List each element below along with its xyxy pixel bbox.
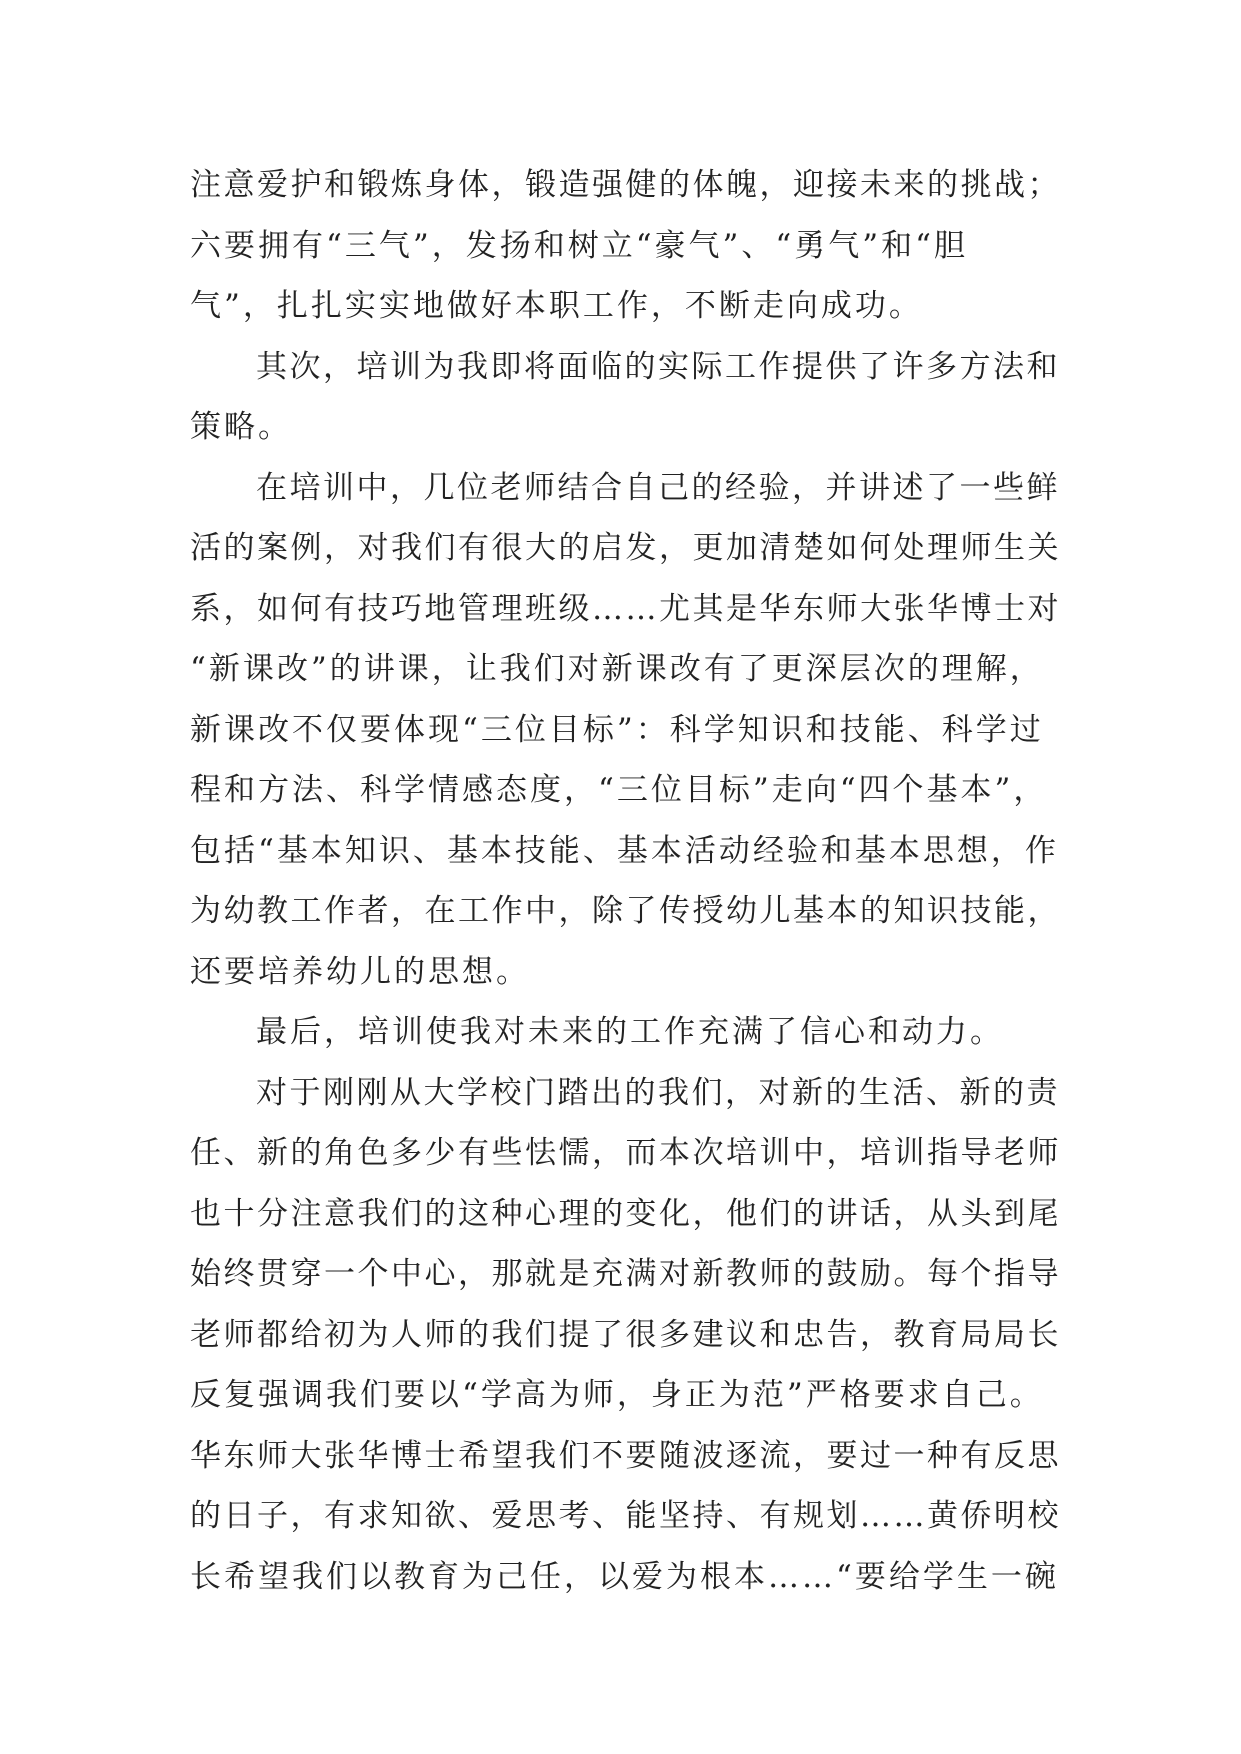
text-line: 程和方法、科学情感态度，“三位目标”走向“四个基本”， [190, 772, 1048, 808]
text-line: 的日子，有求知欲、爱思考、能坚持、有规划……黄侨明校 [190, 1498, 1061, 1534]
paragraph-start-line: 最后，培训使我对未来的工作充满了信心和动力。 [256, 1014, 1004, 1050]
text-line: 六要拥有“三气”，发扬和树立“豪气”、“勇气”和“胆 [190, 227, 968, 264]
document-body [190, 155, 1070, 1607]
text-line: 新课改不仅要体现“三位目标”：科学知识和技能、科学过 [190, 711, 1044, 748]
text-line: 老师都给初为人师的我们提了很多建议和忠告，教育局局长 [190, 1316, 1061, 1353]
text-line: 注意爱护和锻炼身体，锻造强健的体魄，迎接未来的挑战； [190, 167, 1061, 203]
text-line: 为幼教工作者，在工作中，除了传授幼儿基本的知识技能， [190, 893, 1061, 929]
text-line: “新课改”的讲课，让我们对新课改有了更深层次的理解， [190, 651, 1044, 687]
text-line: 华东师大张华博士希望我们不要随波逐流，要过一种有反思 [190, 1437, 1061, 1474]
paragraph-start-line: 其次，培训为我即将面临的实际工作提供了许多方法和 [256, 348, 1060, 385]
paragraph-start-line: 在培训中，几位老师结合自己的经验，并讲述了一些鲜 [256, 469, 1060, 506]
text-line: 也十分注意我们的这种心理的变化，他们的讲话，从头到尾 [190, 1195, 1061, 1232]
text-line: 包括“基本知识、基本技能、基本活动经验和基本思想，作 [190, 832, 1059, 869]
text-line: 气”，扎扎实实地做好本职工作，不断走向成功。 [190, 288, 923, 324]
text-line: 始终贯穿一个中心，那就是充满对新教师的鼓励。每个指导 [190, 1256, 1061, 1292]
paragraph-start-line: 对于刚刚从大学校门踏出的我们，对新的生活、新的责 [256, 1074, 1060, 1111]
text-line: 反复强调我们要以“学高为师，身正为范”严格要求自己。 [190, 1377, 1044, 1413]
text-line: 活的案例，对我们有很大的启发，更加清楚如何处理师生关 [190, 530, 1061, 566]
text-line: 长希望我们以教育为己任，以爱为根本……“要给学生一碗 [190, 1558, 1059, 1595]
text-line: 还要培养幼儿的思想。 [190, 953, 530, 990]
text-line: 策略。 [190, 409, 292, 445]
text-line: 任、新的角色多少有些怯懦，而本次培训中，培训指导老师 [190, 1135, 1061, 1171]
text-line: 系，如何有技巧地管理班级……尤其是华东师大张华博士对 [190, 590, 1061, 627]
